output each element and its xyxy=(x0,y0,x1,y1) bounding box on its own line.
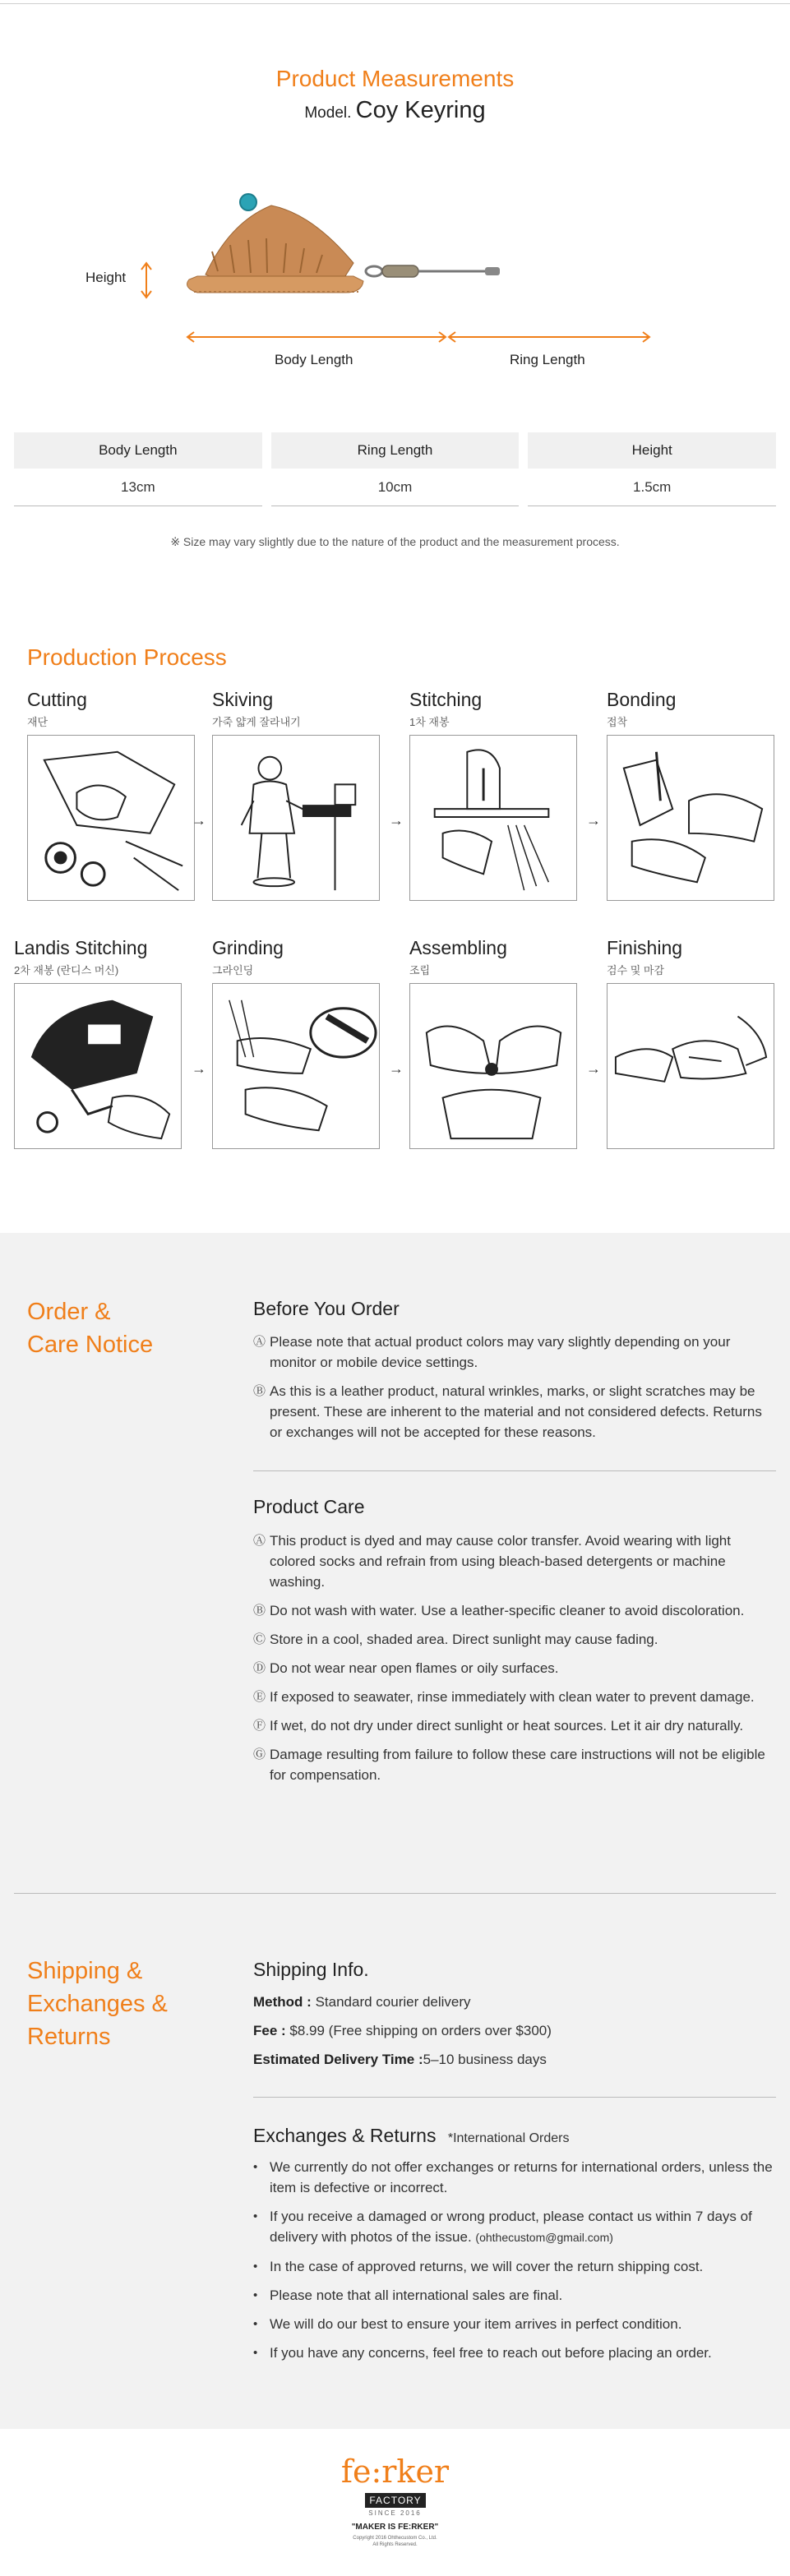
top-divider xyxy=(0,3,790,4)
step-korean: 검수 및 마감 xyxy=(607,964,665,976)
footer xyxy=(0,2429,790,2576)
section-divider xyxy=(14,1893,776,1894)
circled-letter-icon: Ⓓ xyxy=(253,1661,266,1675)
shipping-method: Method : Standard courier delivery xyxy=(253,1994,471,2010)
list-item: • In the case of approved returns, we will cover the return shipping cost. xyxy=(253,2256,776,2277)
brand-sub: SINCE 2016 xyxy=(368,2509,422,2517)
list-item: • We will do our best to ensure your item arrives in perfect condition. xyxy=(253,2314,776,2334)
table-header: Height xyxy=(528,432,776,469)
step-image xyxy=(607,983,774,1149)
copyright: Copyright 2016 Ohthecustom Co., Ltd. xyxy=(353,2536,437,2541)
order-care-title-line: Order & xyxy=(27,1299,111,1325)
table-column xyxy=(271,432,520,506)
table-column xyxy=(528,432,776,506)
step-finishing xyxy=(607,937,774,1149)
list-item: Ⓐ Please note that actual product colors may vary slightly depending on your monitor or mobile device settings. xyxy=(253,1332,776,1373)
height-label: Height xyxy=(85,270,127,285)
arrow-right-icon: → xyxy=(586,1060,601,1077)
product-care-list xyxy=(253,1530,776,1794)
list-item: Ⓔ If exposed to seawater, rinse immediately with clean water to prevent damage. xyxy=(253,1687,776,1707)
arrow-right-icon: → xyxy=(389,1060,404,1077)
circled-letter-icon: Ⓔ xyxy=(253,1690,266,1704)
step-korean: 접착 xyxy=(607,716,628,728)
step-image xyxy=(409,983,577,1149)
bullet-icon: • xyxy=(253,2209,258,2223)
list-item: Ⓑ Do not wash with water. Use a leather-specific cleaner to avoid discoloration. xyxy=(253,1600,776,1621)
circled-letter-icon: Ⓑ xyxy=(253,1604,266,1618)
shipping-info-title: Shipping Info. xyxy=(253,1959,369,1980)
keyring-diagram xyxy=(74,173,699,386)
step-assembling xyxy=(409,937,577,1149)
slogan: "MAKER IS FE:RKER" xyxy=(351,2523,439,2532)
list-item: Ⓖ Damage resulting from failure to follow these care instructions will not be eligible for compensation. xyxy=(253,1744,776,1785)
exchanges-title: Exchanges & Returns *International Orders xyxy=(253,2125,570,2146)
arrow-right-icon: → xyxy=(192,1060,206,1077)
measurements-title: Product Measurements xyxy=(275,66,515,91)
shipping-title-line: Exchanges & xyxy=(27,1991,168,2017)
table-cell: 10cm xyxy=(271,469,520,506)
step-name: Landis Stitching xyxy=(14,937,148,958)
circled-letter-icon: Ⓑ xyxy=(253,1384,266,1398)
step-landis-stitching xyxy=(14,937,182,1149)
product-care-title: Product Care xyxy=(253,1496,365,1517)
step-grinding xyxy=(212,937,380,1149)
step-korean: 가죽 얇게 잘라내기 xyxy=(212,716,301,728)
brand-logo: fe:rker xyxy=(340,2454,450,2490)
step-stitching xyxy=(409,689,577,901)
table-column xyxy=(14,432,262,506)
before-order-list xyxy=(253,1332,776,1451)
circled-letter-icon: Ⓐ xyxy=(253,1534,266,1548)
step-korean: 2차 재봉 (란디스 머신) xyxy=(14,964,119,976)
step-image xyxy=(212,983,380,1149)
list-item: • If you have any concerns, feel free to reach out before placing an order. xyxy=(253,2343,776,2363)
list-item: Ⓓ Do not wear near open flames or oily surfaces. xyxy=(253,1658,776,1678)
model-prefix: Model. xyxy=(304,104,352,122)
ring-length-label: Ring Length xyxy=(510,352,585,367)
shipping-fee: Fee : $8.99 (Free shipping on orders over $300) xyxy=(253,2023,552,2038)
bullet-icon: • xyxy=(253,2317,258,2331)
bullet-icon: • xyxy=(253,2346,258,2360)
table-header: Ring Length xyxy=(271,432,520,469)
bullet-icon: • xyxy=(253,2260,258,2274)
model-line xyxy=(0,97,790,124)
list-item: Ⓐ This product is dyed and may cause color transfer. Avoid wearing with light colored socks and refrain from using bleach-based detergents or machine washing. xyxy=(253,1530,776,1592)
circled-letter-icon: Ⓕ xyxy=(253,1719,266,1733)
step-name: Skiving xyxy=(212,689,274,710)
before-order-title: Before You Order xyxy=(253,1298,400,1319)
step-bonding xyxy=(607,689,774,901)
table-header: Body Length xyxy=(14,432,262,469)
step-korean: 조립 xyxy=(409,964,431,976)
model-name: Coy Keyring xyxy=(355,97,486,123)
list-item: Ⓑ As this is a leather product, natural wrinkles, marks, or slight scratches may be present. These are inherent to the material and not considered defects. Returns or exchanges will not be accepted for these reasons. xyxy=(253,1381,776,1443)
shipping-title xyxy=(27,1955,168,2053)
factory-badge: FACTORY xyxy=(365,2493,426,2508)
divider xyxy=(253,2097,776,2098)
exchanges-list xyxy=(253,2157,776,2371)
body-length-label: Body Length xyxy=(275,352,353,367)
list-item: Ⓒ Store in a cool, shaded area. Direct sunlight may cause fading. xyxy=(253,1629,776,1650)
bullet-icon: • xyxy=(253,2160,258,2174)
rights: All Rights Reserved. xyxy=(372,2542,418,2547)
circled-letter-icon: Ⓐ xyxy=(253,1335,266,1349)
circled-letter-icon: Ⓖ xyxy=(253,1747,266,1761)
list-item: • If you receive a damaged or wrong product, please contact us within 7 days of delivery with photos of the issue. (ohthecustom@gmail.com) xyxy=(253,2206,776,2248)
process-title: Production Process xyxy=(27,644,227,670)
step-name: Assembling xyxy=(409,937,507,958)
shipping-title-line: Shipping & xyxy=(27,1958,143,1984)
step-image xyxy=(607,735,774,901)
product-illustration xyxy=(74,173,699,386)
shipping-title-line: Returns xyxy=(27,2024,111,2050)
table-cell: 13cm xyxy=(14,469,262,506)
divider xyxy=(253,1470,776,1471)
step-image xyxy=(409,735,577,901)
shipping-eta: Estimated Delivery Time :5–10 business days xyxy=(253,2052,547,2067)
size-note: ※ Size may vary slightly due to the nature of the product and the measurement process. xyxy=(170,535,620,548)
measurements-table xyxy=(14,432,776,506)
step-image xyxy=(27,735,195,901)
step-name: Finishing xyxy=(607,937,683,958)
step-cutting xyxy=(27,689,195,901)
step-name: Bonding xyxy=(607,689,677,710)
arrow-right-icon: → xyxy=(389,812,404,829)
order-care-title-line: Care Notice xyxy=(27,1332,154,1358)
international-note: *International Orders xyxy=(447,2131,570,2145)
step-korean: 그라인딩 xyxy=(212,964,254,976)
list-item: • Please note that all international sales are final. xyxy=(253,2285,776,2306)
step-image xyxy=(14,983,182,1149)
step-image xyxy=(212,735,380,901)
bullet-icon: • xyxy=(253,2288,258,2302)
list-item: • We currently do not offer exchanges or returns for international orders, unless the item is defective or incorrect. xyxy=(253,2157,776,2198)
step-name: Cutting xyxy=(27,689,87,710)
step-korean: 재단 xyxy=(27,716,49,728)
step-name: Stitching xyxy=(409,689,483,710)
arrow-right-icon: → xyxy=(192,812,206,829)
step-skiving xyxy=(212,689,380,901)
step-korean: 1차 재봉 xyxy=(409,716,450,728)
contact-email: (ohthecustom@gmail.com) xyxy=(475,2231,613,2244)
arrow-right-icon: → xyxy=(586,812,601,829)
circled-letter-icon: Ⓒ xyxy=(253,1632,266,1646)
step-name: Grinding xyxy=(212,937,284,958)
order-care-title xyxy=(27,1295,153,1361)
table-cell: 1.5cm xyxy=(528,469,776,506)
list-item: Ⓕ If wet, do not dry under direct sunlight or heat sources. Let it air dry naturally. xyxy=(253,1715,776,1736)
